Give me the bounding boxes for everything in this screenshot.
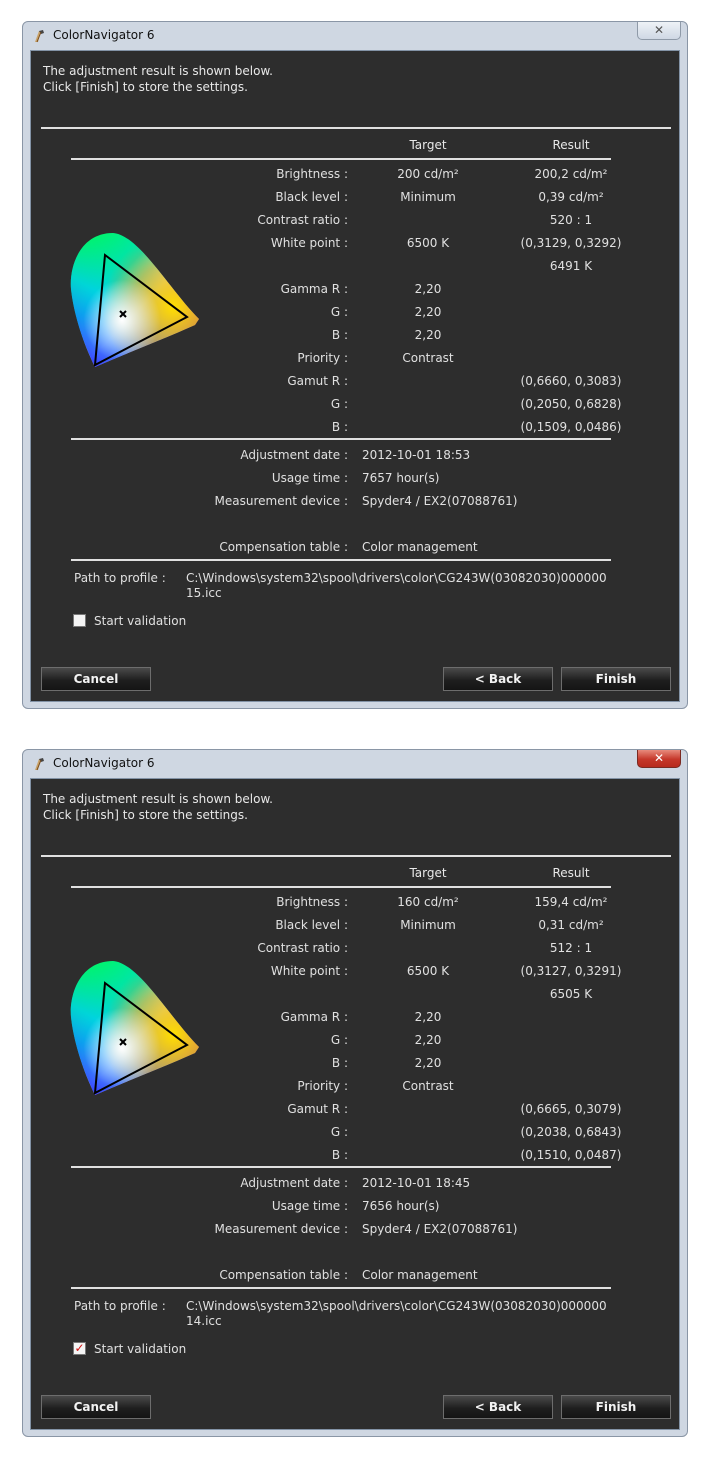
row-target-black-level: Minimum — [400, 190, 456, 204]
checkmark-icon: ✓ — [74, 1341, 85, 1355]
path-value-line-1: C:\Windows\system32\spool\drivers\color\CG243W(03082030)000000 — [186, 1299, 607, 1313]
intro-line-2: Click [Finish] to store the settings. — [43, 80, 248, 94]
row-target-black-level: Minimum — [400, 918, 456, 932]
info-value-usage-time: 7656 hour(s) — [362, 1199, 440, 1213]
result-header: Result — [552, 138, 590, 152]
row-label-gamma-b: B : — [331, 328, 348, 342]
row-target-brightness: 160 cd/m² — [397, 895, 459, 909]
row-result-black-level: 0,39 cd/m² — [538, 190, 604, 204]
window-title: ColorNavigator 6 — [53, 28, 155, 42]
divider — [71, 1166, 611, 1168]
row-target-gamma-g: 2,20 — [414, 305, 442, 319]
divider — [41, 127, 671, 129]
info-value-measurement-device: Spyder4 / EX2(07088761) — [362, 1222, 518, 1236]
title-bar[interactable] — [23, 750, 687, 778]
row-label-gamut-g: G : — [330, 397, 348, 411]
close-icon: ✕ — [653, 23, 665, 37]
colornavigator-icon — [32, 757, 46, 771]
result-header: Result — [552, 866, 590, 880]
start-validation-label[interactable]: Start validation — [94, 1342, 187, 1356]
row-target-gamma-b: 2,20 — [414, 328, 442, 342]
row-target-gamma-r: 2,20 — [414, 1010, 442, 1024]
path-value-line-2: 15.icc — [186, 586, 222, 600]
row-label-contrast-ratio: Contrast ratio : — [257, 941, 348, 955]
row-result-contrast-ratio: 512 : 1 — [549, 941, 593, 955]
row-result-white-point: (0,3127, 0,3291) — [520, 964, 622, 978]
title-bar[interactable] — [23, 22, 687, 50]
path-value-line-2: 14.icc — [186, 1314, 222, 1328]
row-label-priority: Priority : — [297, 1079, 348, 1093]
back-button[interactable]: < Back — [443, 1395, 553, 1419]
info-value-adjustment-date: 2012-10-01 18:45 — [362, 1176, 471, 1190]
info-label-compensation-table: Compensation table : — [219, 1268, 348, 1282]
info-label-compensation-table: Compensation table : — [219, 540, 348, 554]
info-label-adjustment-date: Adjustment date : — [240, 448, 348, 462]
row-target-gamma-g: 2,20 — [414, 1033, 442, 1047]
dialog-window-1 — [22, 21, 688, 709]
info-value-adjustment-date: 2012-10-01 18:53 — [362, 448, 471, 462]
finish-button[interactable]: Finish — [561, 667, 671, 691]
info-value-compensation-table: Color management — [362, 540, 478, 554]
intro-line-2: Click [Finish] to store the settings. — [43, 808, 248, 822]
row-result-brightness: 159,4 cd/m² — [534, 895, 608, 909]
divider — [71, 559, 611, 561]
start-validation-checkbox[interactable] — [73, 1342, 86, 1355]
row-result-gamut-b: (0,1510, 0,0487) — [520, 1148, 622, 1162]
info-label-usage-time: Usage time : — [271, 1199, 348, 1213]
start-validation-label[interactable]: Start validation — [94, 614, 187, 628]
row-label-priority: Priority : — [297, 351, 348, 365]
dialog-window-2 — [22, 749, 688, 1437]
row-result-black-level: 0,31 cd/m² — [538, 918, 604, 932]
close-button[interactable] — [637, 750, 681, 768]
dialog-content — [30, 50, 680, 702]
row-label-gamut-r: Gamut R : — [287, 374, 348, 388]
row-label-brightness: Brightness : — [276, 167, 348, 181]
row-label-gamma-b: B : — [331, 1056, 348, 1070]
info-label-usage-time: Usage time : — [271, 471, 348, 485]
divider — [41, 855, 671, 857]
row-label-gamma-r: Gamma R : — [280, 1010, 348, 1024]
row-label-gamut-g: G : — [330, 1125, 348, 1139]
row-result-gamut-g: (0,2038, 0,6843) — [520, 1125, 622, 1139]
info-label-adjustment-date: Adjustment date : — [240, 1176, 348, 1190]
row-result-gamut-r: (0,6660, 0,3083) — [520, 374, 622, 388]
divider — [71, 438, 611, 440]
path-label: Path to profile : — [74, 1299, 166, 1313]
back-button[interactable]: < Back — [443, 667, 553, 691]
info-value-measurement-device: Spyder4 / EX2(07088761) — [362, 494, 518, 508]
window-title: ColorNavigator 6 — [53, 756, 155, 770]
row-result-gamut-g: (0,2050, 0,6828) — [520, 397, 622, 411]
path-label: Path to profile : — [74, 571, 166, 585]
target-header: Target — [409, 866, 447, 880]
path-value — [186, 1299, 607, 1329]
row-label-gamut-r: Gamut R : — [287, 1102, 348, 1116]
row-result-brightness: 200,2 cd/m² — [534, 167, 608, 181]
divider — [71, 158, 611, 160]
info-value-compensation-table: Color management — [362, 1268, 478, 1282]
intro-line-1: The adjustment result is shown below. — [43, 792, 273, 806]
row-label-gamma-r: Gamma R : — [280, 282, 348, 296]
row-result-white-point: (0,3129, 0,3292) — [520, 236, 622, 250]
cancel-button[interactable]: Cancel — [41, 667, 151, 691]
divider — [71, 1287, 611, 1289]
divider — [71, 886, 611, 888]
row-label-gamut-b: B : — [331, 420, 348, 434]
row-target-gamma-b: 2,20 — [414, 1056, 442, 1070]
row-label-white-point: White point : — [270, 236, 348, 250]
row-label-black-level: Black level : — [275, 918, 348, 932]
row-label-brightness: Brightness : — [276, 895, 348, 909]
close-button[interactable] — [637, 22, 681, 40]
close-icon: ✕ — [653, 751, 665, 765]
row-label-gamma-g: G : — [330, 305, 348, 319]
row-label-black-level: Black level : — [275, 190, 348, 204]
intro-text — [43, 63, 273, 95]
path-value-line-1: C:\Windows\system32\spool\drivers\color\CG243W(03082030)000000 — [186, 571, 607, 585]
path-value — [186, 571, 607, 601]
start-validation-checkbox[interactable] — [73, 614, 86, 627]
info-label-measurement-device: Measurement device : — [214, 1222, 348, 1236]
row-target-priority: Contrast — [402, 351, 454, 365]
row-result-gamut-r: (0,6665, 0,3079) — [520, 1102, 622, 1116]
row-target-priority: Contrast — [402, 1079, 454, 1093]
row-label-gamut-b: B : — [331, 1148, 348, 1162]
row-result-white-point-k: 6491 K — [549, 259, 593, 273]
row-target-white-point: 6500 K — [406, 964, 450, 978]
row-label-white-point: White point : — [270, 964, 348, 978]
intro-text — [43, 791, 273, 823]
row-label-contrast-ratio: Contrast ratio : — [257, 213, 348, 227]
dialog-content — [30, 778, 680, 1430]
info-label-measurement-device: Measurement device : — [214, 494, 348, 508]
cancel-button[interactable]: Cancel — [41, 1395, 151, 1419]
row-result-contrast-ratio: 520 : 1 — [549, 213, 593, 227]
info-value-usage-time: 7657 hour(s) — [362, 471, 440, 485]
row-target-brightness: 200 cd/m² — [397, 167, 459, 181]
colornavigator-icon — [32, 29, 46, 43]
target-header: Target — [409, 138, 447, 152]
finish-button[interactable]: Finish — [561, 1395, 671, 1419]
intro-line-1: The adjustment result is shown below. — [43, 64, 273, 78]
row-target-white-point: 6500 K — [406, 236, 450, 250]
row-result-white-point-k: 6505 K — [549, 987, 593, 1001]
row-target-gamma-r: 2,20 — [414, 282, 442, 296]
row-result-gamut-b: (0,1509, 0,0486) — [520, 420, 622, 434]
row-label-gamma-g: G : — [330, 1033, 348, 1047]
